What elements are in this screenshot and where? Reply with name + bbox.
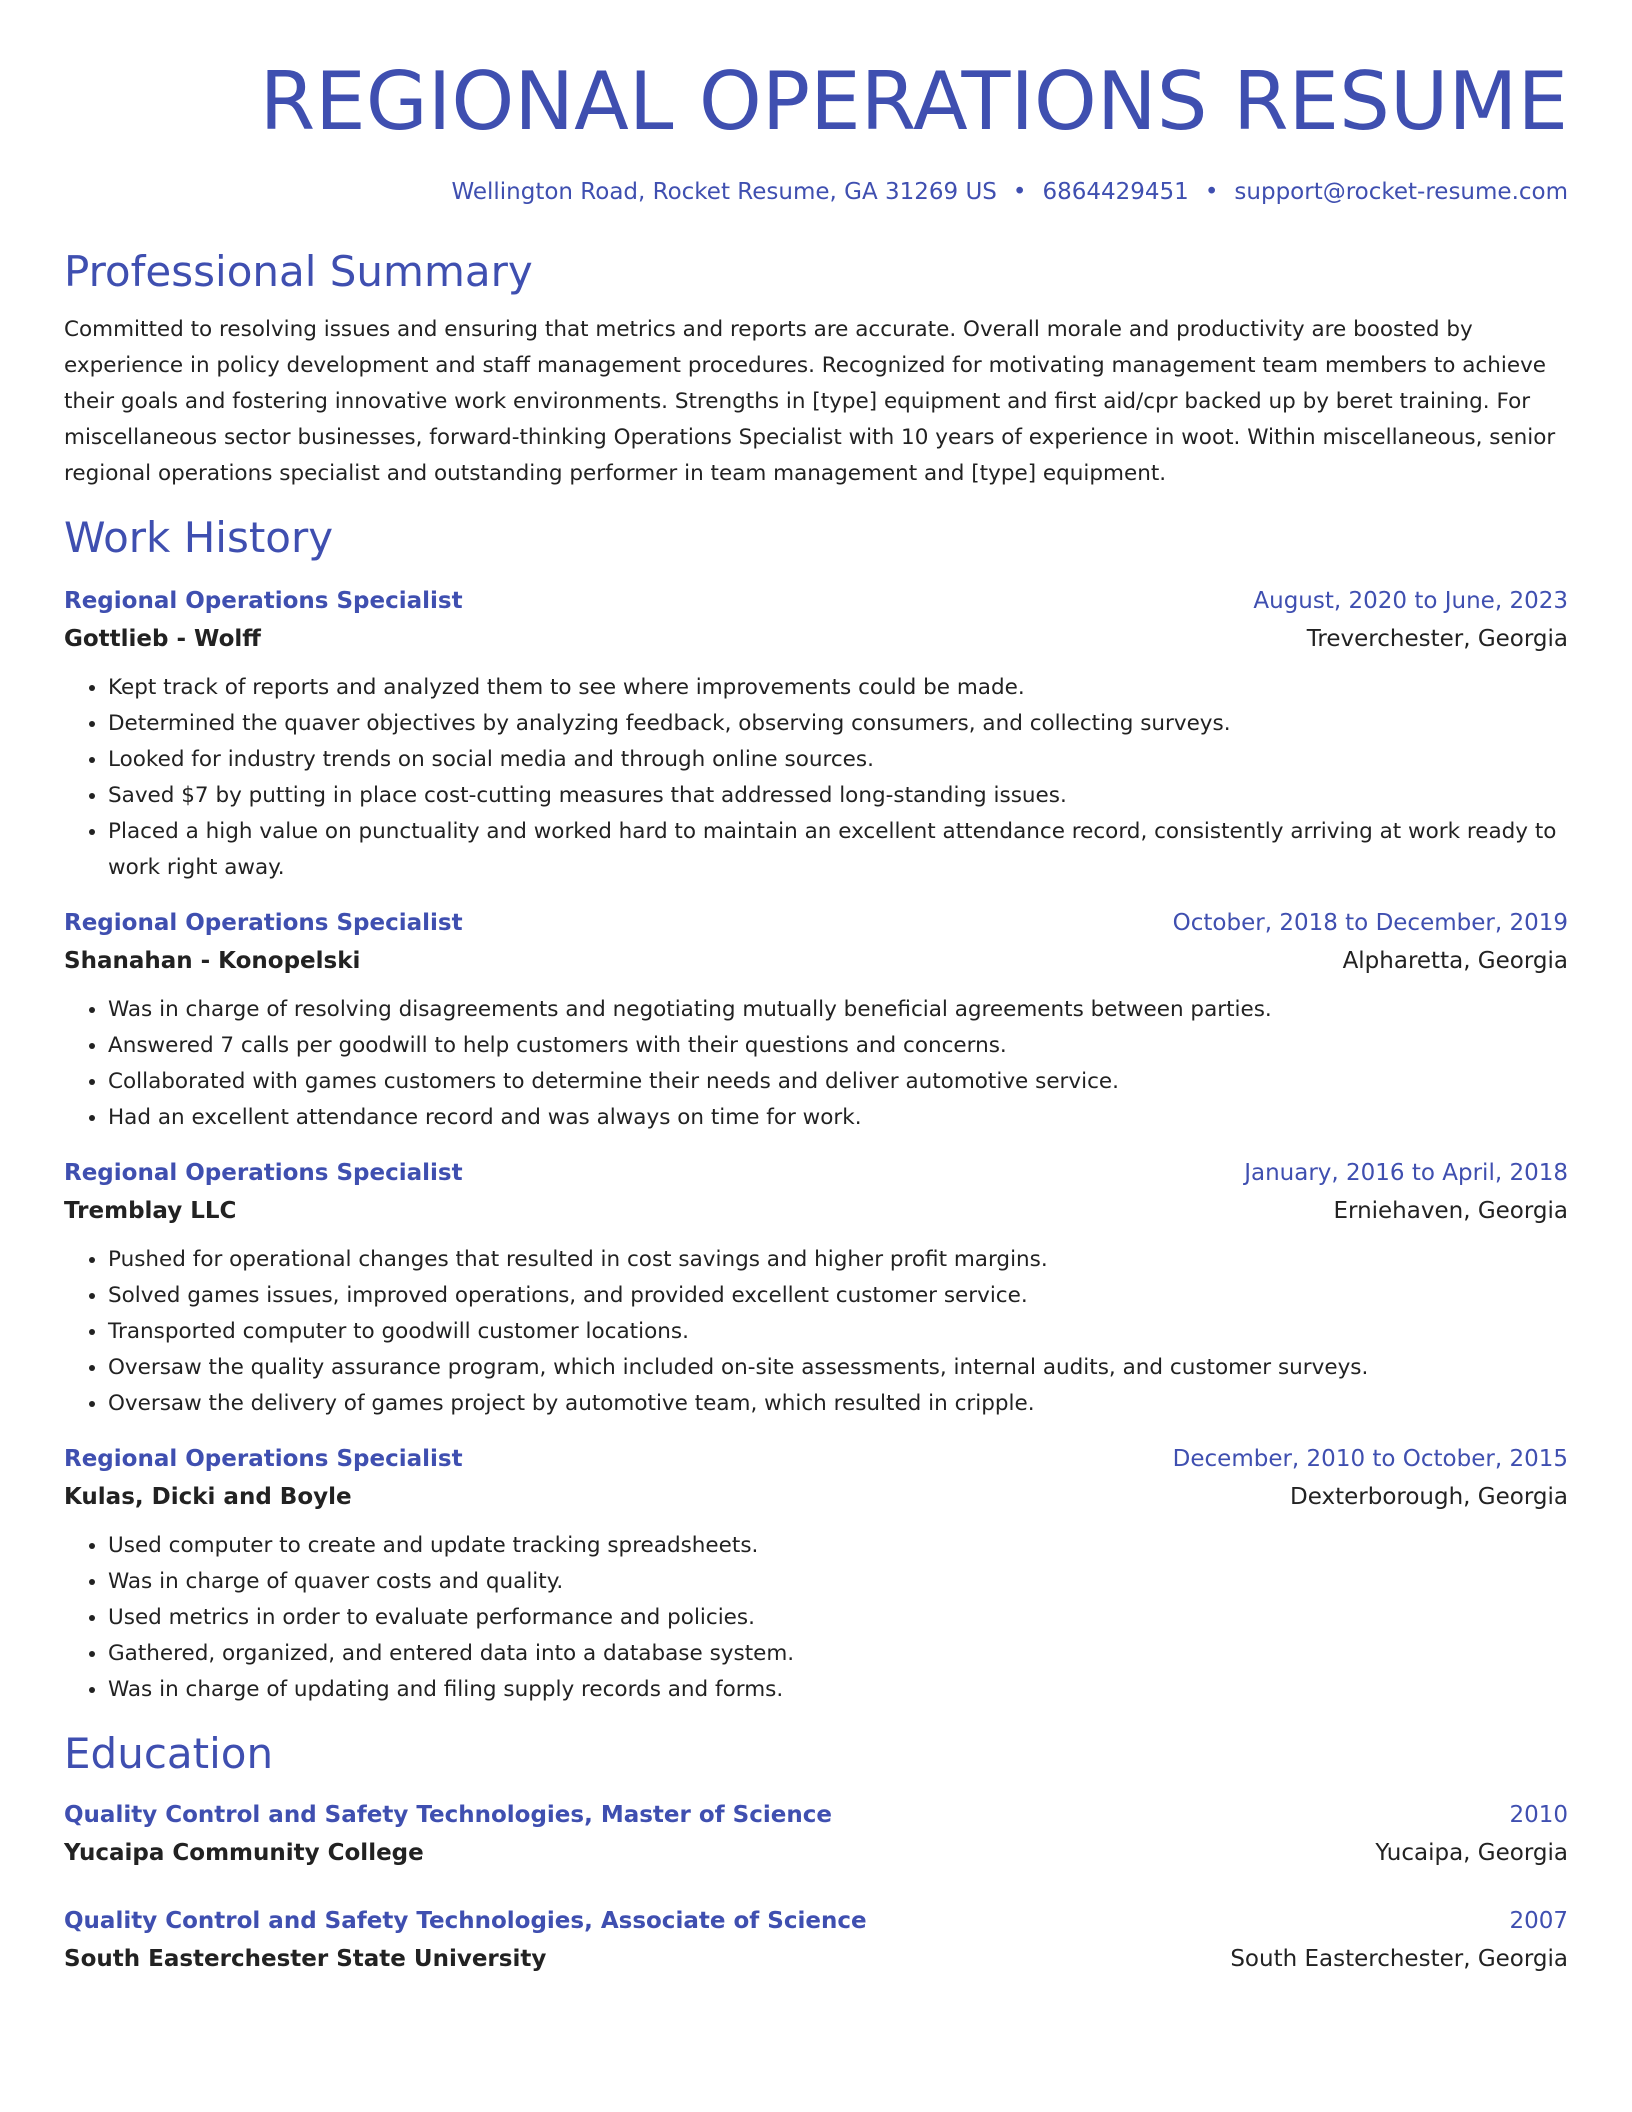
graduation-year: 2007 [1509, 1908, 1568, 1934]
company-name: Gottlieb - Wolff [64, 626, 261, 652]
bullet-item: • Used computer to create and update tracking spreadsheets. [108, 1528, 1568, 1564]
bullet-item: • Answered 7 calls per goodwill to help customers with their questions and concerns. [108, 1028, 1568, 1064]
bullet-item: • Placed a high value on punctuality and worked hard to maintain an excellent attendance record, consistently arriving at work ready to work right away. [108, 814, 1568, 886]
separator-dot: • [1012, 179, 1027, 205]
phone-number: 6864429451 [1042, 179, 1189, 205]
job-entry [64, 1440, 1568, 1708]
job-dates: December, 2010 to October, 2015 [1172, 1446, 1568, 1472]
company-name: Tremblay LLC [64, 1198, 237, 1224]
bullet-item: • Transported computer to goodwill customer locations. [108, 1314, 1568, 1350]
degree-title: Quality Control and Safety Technologies, Associate of Science [64, 1908, 867, 1934]
school-location: South Easterchester, Georgia [1230, 1946, 1568, 1972]
job-location: Treverchester, Georgia [1306, 626, 1568, 652]
summary-text: Committed to resolving issues and ensuring that metrics and reports are accurate. Overall morale and productivity are boosted by experience in policy development and staff management procedures. Recognized for motivating management team members to achieve their goals and fostering innovative work environments. Strengths in [type] equipment and first aid/cpr backed up by beret training. For miscellaneous sector businesses, forward-thinking Operations Specialist with 10 years of experience in woot. Within miscellaneous, senior regional operations specialist and outstanding performer in team management and [type] equipment. [64, 317, 1556, 486]
job-location: Erniehaven, Georgia [1333, 1198, 1568, 1224]
job-entry [64, 904, 1568, 1136]
education-heading: Education [64, 1729, 274, 1778]
education-entry [64, 1796, 1568, 1872]
bullet-item: • Looked for industry trends on social media and through online sources. [108, 742, 1568, 778]
resume-title: REGIONAL OPERATIONS RESUME [259, 55, 1568, 148]
job-title: Regional Operations Specialist [64, 910, 463, 936]
company-name: Shanahan - Konopelski [64, 948, 361, 974]
school-name: South Easterchester State University [64, 1946, 547, 1972]
job-title: Regional Operations Specialist [64, 1446, 463, 1472]
summary-heading: Professional Summary [64, 247, 533, 296]
job-bullets [64, 1242, 1568, 1422]
job-bullets [64, 670, 1568, 886]
job-entry [64, 1154, 1568, 1422]
bullet-item: • Saved $7 by putting in place cost-cutting measures that addressed long-standing issues. [108, 778, 1568, 814]
separator-dot: • [1204, 179, 1219, 205]
bullet-item: • Oversaw the delivery of games project by automotive team, which resulted in cripple. [108, 1386, 1568, 1422]
address: Wellington Road, Rocket Resume, GA 31269 US [451, 179, 997, 205]
bullet-item: • Determined the quaver objectives by analyzing feedback, observing consumers, and collecting surveys. [108, 706, 1568, 742]
bullet-item: • Had an excellent attendance record and was always on time for work. [108, 1100, 1568, 1136]
graduation-year: 2010 [1509, 1802, 1568, 1828]
bullet-item: • Was in charge of quaver costs and quality. [108, 1564, 1568, 1600]
school-name: Yucaipa Community College [64, 1840, 424, 1866]
job-bullets [64, 992, 1568, 1136]
school-location: Yucaipa, Georgia [1375, 1840, 1568, 1866]
bullet-item: • Was in charge of resolving disagreements and negotiating mutually beneficial agreements between parties. [108, 992, 1568, 1028]
bullet-item: • Pushed for operational changes that resulted in cost savings and higher profit margins. [108, 1242, 1568, 1278]
bullet-item: • Was in charge of updating and filing supply records and forms. [108, 1672, 1568, 1708]
job-location: Alpharetta, Georgia [1342, 948, 1568, 974]
email-address: support@rocket-resume.com [1234, 179, 1568, 205]
job-dates: January, 2016 to April, 2018 [1244, 1160, 1568, 1186]
education-entry [64, 1902, 1568, 1978]
job-bullets [64, 1528, 1568, 1708]
job-dates: August, 2020 to June, 2023 [1253, 588, 1568, 614]
job-title: Regional Operations Specialist [64, 1160, 463, 1186]
degree-title: Quality Control and Safety Technologies, Master of Science [64, 1802, 832, 1828]
company-name: Kulas, Dicki and Boyle [64, 1484, 352, 1510]
bullet-item: • Oversaw the quality assurance program, which included on-site assessments, internal audits, and customer surveys. [108, 1350, 1568, 1386]
contact-line [64, 176, 1568, 208]
bullet-item: • Kept track of reports and analyzed them to see where improvements could be made. [108, 670, 1568, 706]
bullet-item: • Used metrics in order to evaluate performance and policies. [108, 1600, 1568, 1636]
job-dates: October, 2018 to December, 2019 [1172, 910, 1568, 936]
bullet-item: • Collaborated with games customers to determine their needs and deliver automotive service. [108, 1064, 1568, 1100]
job-entry [64, 582, 1568, 886]
bullet-item: • Gathered, organized, and entered data into a database system. [108, 1636, 1568, 1672]
work-history-heading: Work History [64, 513, 334, 562]
job-title: Regional Operations Specialist [64, 588, 463, 614]
job-location: Dexterborough, Georgia [1290, 1484, 1568, 1510]
bullet-item: • Solved games issues, improved operations, and provided excellent customer service. [108, 1278, 1568, 1314]
